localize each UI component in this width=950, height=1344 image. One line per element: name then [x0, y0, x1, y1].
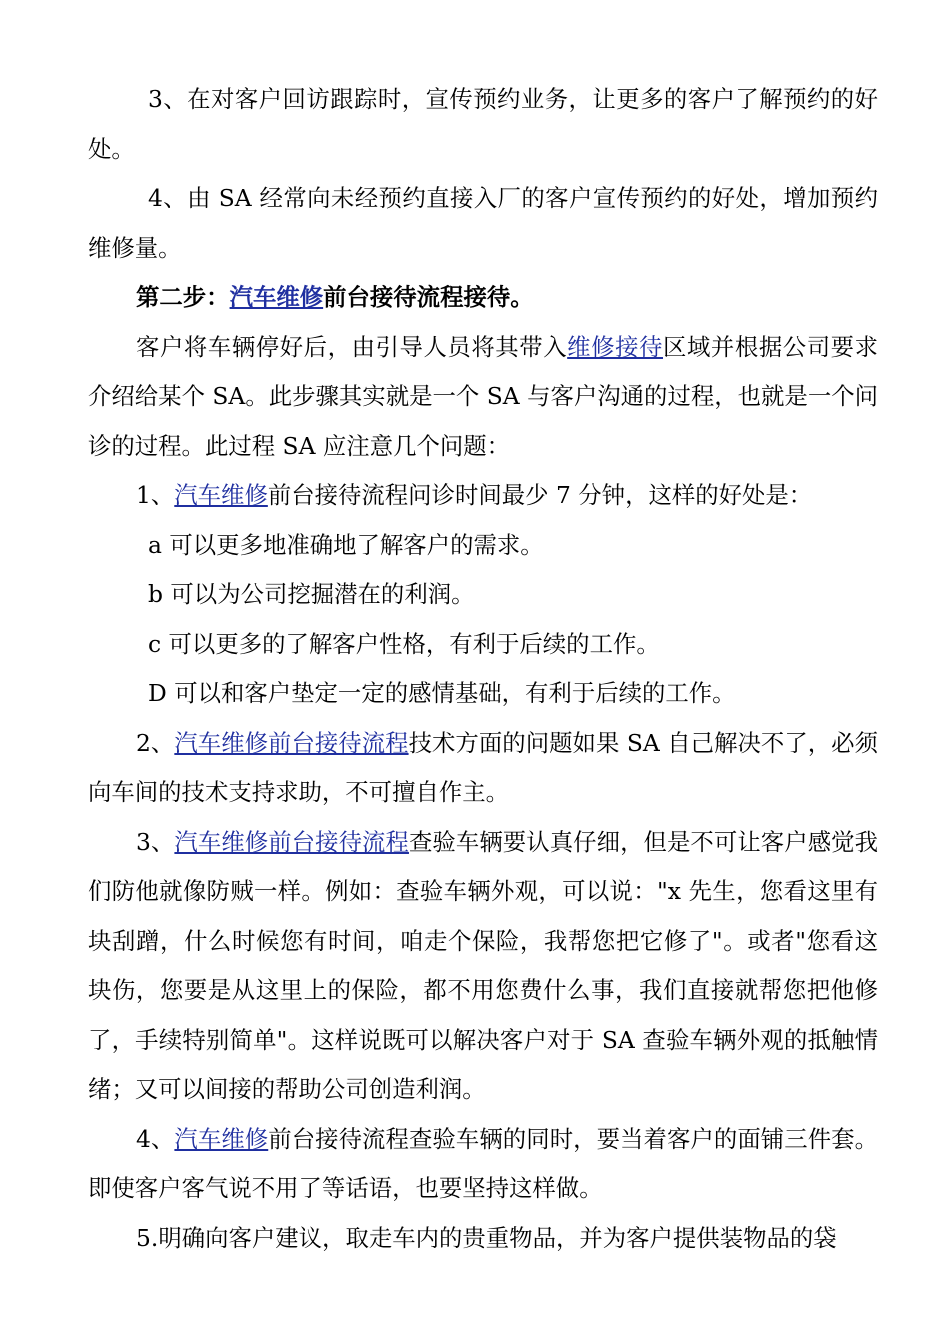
list-item-a: a 可以更多地准确地了解客户的需求。	[148, 530, 544, 559]
text-segment: 查验车辆要认真仔细，但是不可让客户感觉我们防他就像防贼一样。例如：查验车辆外观，可以说："x 先生，您看这里有块刮蹭，什么时候您有时间，咱走个保险，我帮您把它修了"。或者"您看这块伤，您要是从这里上的保险，都不用您费什么事，我们直接就帮您把他修了，手续特别简单"。这样说既可以解决客户对于 SA 查验车辆外观的抵触情绪；又可以间接的帮助公司创造利润。	[88, 827, 879, 1103]
link-auto-repair-point-four[interactable]: 汽车维修	[174, 1124, 269, 1153]
text-segment: 前台接待流程查验车辆的同时，要当着客户的面铺三件套。即使客户客气说不用了等话语，也要坚持这样做。	[88, 1124, 879, 1202]
list-item-b: b 可以为公司挖掘潜在的利润。	[148, 580, 475, 608]
section-heading-step-two	[88, 273, 878, 323]
heading-suffix: 前台接待流程接待。	[323, 283, 534, 311]
paragraph-customer-parking	[88, 323, 878, 472]
paragraph-point-five: 5.明确向客户建议，取走车内的贵重物品，并为客户提供装物品的袋	[136, 1223, 837, 1252]
link-reception-process-point-three[interactable]: 汽车维修前台接待流程	[174, 827, 409, 856]
list-item-d: D 可以和客户垫定一定的感情基础，有利于后续的工作。	[148, 679, 736, 707]
link-reception-process-point-two[interactable]: 汽车维修前台接待流程	[174, 728, 409, 757]
text-segment: 3、	[136, 827, 175, 856]
paragraph-point-four	[88, 1115, 878, 1214]
paragraph-point-two	[88, 719, 878, 818]
text-segment: 1、	[136, 481, 175, 509]
text-segment: 2、	[136, 728, 175, 757]
link-auto-repair-heading[interactable]: 汽车维修	[229, 283, 324, 311]
text-segment: 区域并根据公司要求介绍给某个 SA。此步骤其实就是一个 SA 与客户沟通的过程，也就是一个问诊的过程。此过程 SA 应注意几个问题：	[88, 332, 879, 460]
paragraph-reservation-sa: 4、由 SA 经常向未经预约直接入厂的客户宣传预约的好处，增加预约维修量。	[88, 184, 878, 262]
heading-prefix: 第二步：	[136, 283, 230, 311]
link-auto-repair-point-one[interactable]: 汽车维修	[174, 481, 268, 509]
text-segment: 客户将车辆停好后，由引导人员将其带入	[136, 332, 568, 361]
paragraph-reservation-followup: 3、在对客户回访跟踪时，宣传预约业务，让更多的客户了解预约的好处。	[88, 85, 878, 163]
text-segment: 前台接待流程问诊时间最少 7 分钟，这样的好处是：	[267, 481, 813, 509]
paragraph-point-three	[88, 818, 878, 1115]
document-page	[88, 75, 878, 1263]
text-segment: 4、	[136, 1124, 175, 1153]
list-item-c: c 可以更多的了解客户性格，有利于后续的工作。	[148, 629, 660, 658]
link-repair-reception[interactable]: 维修接待	[567, 332, 663, 361]
text-segment: 技术方面的问题如果 SA 自己解决不了，必须向车间的技术支持求助，不可擅自作主。	[88, 728, 878, 806]
paragraph-point-one	[88, 471, 878, 521]
